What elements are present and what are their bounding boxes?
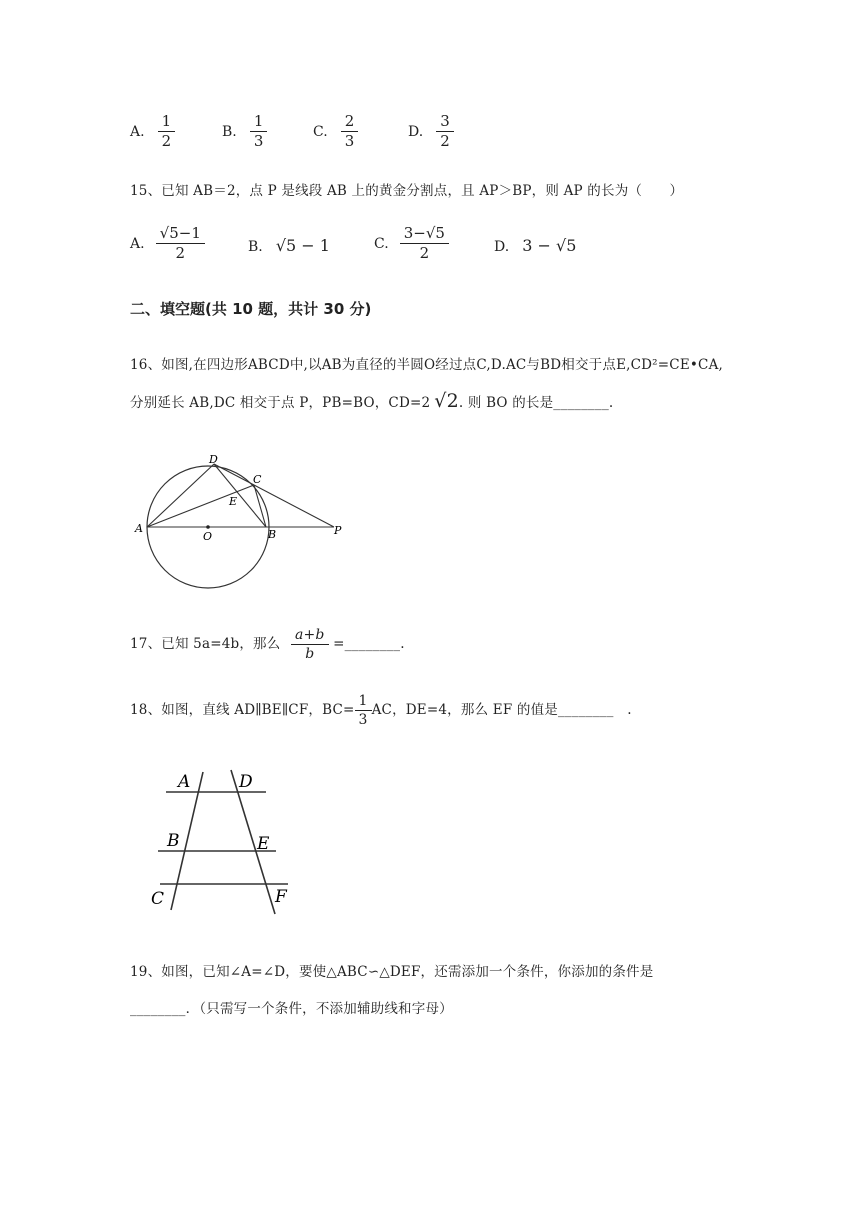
segment-ad — [147, 464, 214, 527]
q14-option-b — [222, 114, 265, 149]
label-e: E — [257, 834, 270, 854]
segment-cb — [254, 485, 266, 527]
fraction: $\frac{3}{2}$ — [438, 114, 452, 149]
label-d: D — [209, 453, 218, 466]
fraction: $\frac{1}{3}$ — [357, 694, 370, 727]
label-b: B — [167, 831, 180, 851]
math-expression: 3 − √5 — [522, 236, 577, 255]
q15-option-a — [130, 226, 203, 261]
q15-option-b — [248, 236, 330, 255]
q19-line-1: 19、如图，已知∠A=∠D，要使△ABC∽△DEF，还需添加一个条件，你添加的条件是 — [130, 964, 654, 980]
fraction: $\frac{√5-1}{2}$ — [158, 226, 203, 261]
q16-line-1: 16、如图,在四边形ABCD中,以AB为直径的半圆O经过点C,D.AC与BD相交于点E,CD²=CE•CA, — [130, 357, 724, 373]
option-letter: A. — [130, 124, 145, 140]
fraction: $\frac{2}{3}$ — [343, 114, 357, 149]
fraction: $\frac{3-√5}{2}$ — [402, 226, 447, 261]
q18-parallel-lines-figure — [148, 765, 298, 915]
option-letter: C. — [313, 124, 328, 140]
fraction: $\frac{a+b}{b}$ — [293, 628, 327, 661]
q15-options — [130, 224, 590, 268]
label-c: C — [253, 473, 262, 486]
option-letter: D. — [408, 124, 424, 140]
q14-option-d — [408, 114, 452, 149]
section-heading: 二、填空题(共 10 题，共计 30 分) — [130, 300, 372, 318]
q16-line-2: 分别延长 AB,DC 相交于点 P，PB=BO，CD=2 √2. 则 BO 的长是________. — [130, 390, 614, 412]
fraction: $\frac{1}{3}$ — [252, 114, 266, 149]
q14-options — [130, 108, 490, 148]
label-a: A — [178, 772, 191, 792]
option-letter: A. — [130, 236, 145, 252]
label-f: F — [275, 887, 287, 907]
label-p: P — [334, 524, 342, 537]
label-o: O — [203, 530, 213, 543]
label-b: B — [268, 528, 277, 541]
segment-ac — [147, 485, 254, 527]
option-letter: C. — [374, 236, 389, 252]
fraction: $\frac{1}{2}$ — [160, 114, 174, 149]
q15-option-d — [494, 236, 576, 255]
q19-line-2: ________．（只需写一个条件，不添加辅助线和字母） — [130, 1001, 453, 1017]
center-point — [206, 525, 210, 529]
q14-option-a — [130, 114, 173, 149]
q16-circle-figure — [130, 450, 360, 595]
q18-question: 18、如图，直线 AD∥BE∥CF，BC= $\frac{1}{3}$ AC，DE=4，那么 EF 的值是________ . — [130, 693, 632, 728]
label-c: C — [151, 889, 165, 909]
option-letter: D. — [494, 239, 510, 255]
label-e: E — [229, 495, 238, 508]
q17-question: 17、已知 5a=4b，那么 $\frac{a+b}{b}$ =________. — [130, 627, 405, 662]
label-a: A — [135, 522, 143, 535]
sqrt-two: √2 — [434, 390, 459, 412]
option-letter: B. — [222, 124, 237, 140]
q14-option-c — [313, 114, 356, 149]
math-expression: √5 − 1 — [275, 236, 330, 255]
q15-option-c — [374, 226, 447, 261]
option-letter: B. — [248, 239, 263, 255]
label-d: D — [239, 772, 253, 792]
q15-question: 15、已知 AB＝2，点 P 是线段 AB 上的黄金分割点，且 AP＞BP，则 AP 的长为（ ） — [130, 183, 684, 199]
